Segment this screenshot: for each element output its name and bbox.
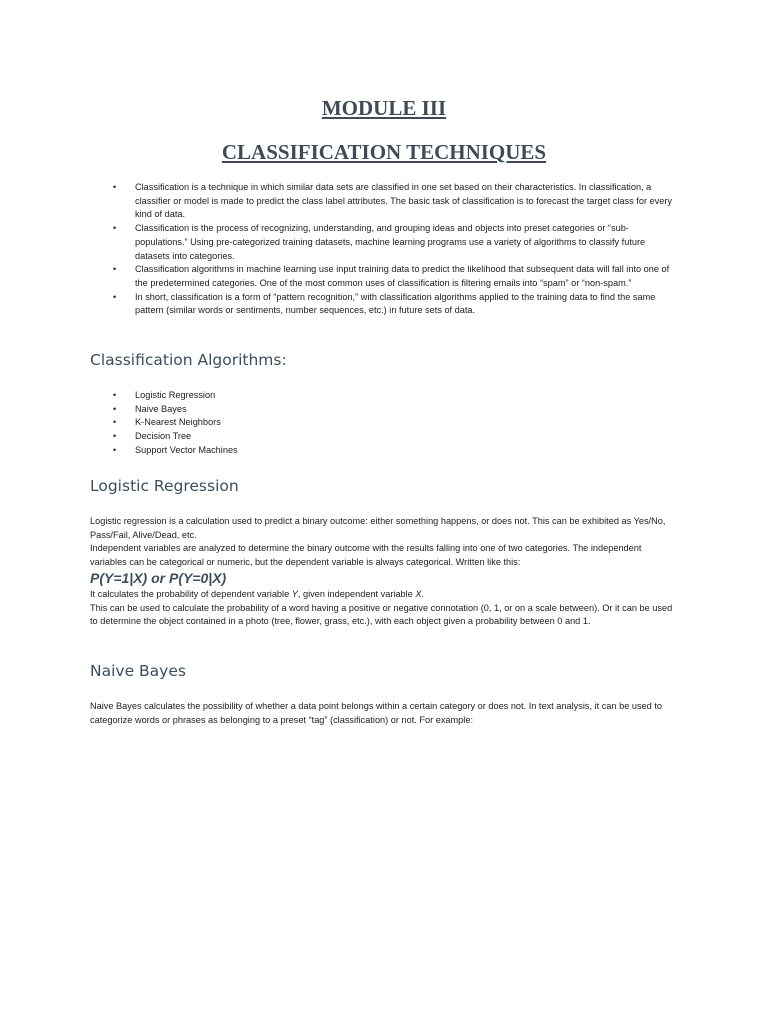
- logistic-regression-explanation: [90, 588, 680, 629]
- algorithms-heading: Classification Algorithms:: [90, 351, 287, 369]
- intro-bullet: • Classification algorithms in machine learning use input training data to predict the likelihood that subsequent data will fall into one of the predetermined categories. One of the most common uses of classification is filtering emails into “spam” or “non-spam.”: [90, 263, 680, 290]
- algorithm-item: • K-Nearest Neighbors: [90, 416, 680, 430]
- intro-bullet: • Classification is a technique in which similar data sets are classified in one set based on their characteristics. In classification, a classifier or model is made to predict the class label attributes. The basic task of classification is to forecast the target class for every kind of data.: [90, 181, 680, 222]
- logistic-regression-body: [90, 515, 680, 570]
- algorithm-item: • Logistic Regression: [90, 389, 680, 403]
- topic-title: CLASSIFICATION TECHNIQUES: [221, 140, 547, 164]
- intro-bullet-list: [90, 181, 680, 318]
- intro-bullet: • In short, classification is a form of “pattern recognition,” with classification algorithms applied to the training data to find the same pattern (similar words or sentiments, number sequences, etc.) in future sets of data.: [90, 291, 680, 318]
- variable-x: X: [415, 589, 422, 599]
- logistic-regression-paragraph: This can be used to calculate the probability of a word having a positive or negative connotation (0, 1, or on a scale between). Or it can be used to determine the object contained in a photo (tree, flower, grass, etc.), with each object given a probability between 0 and 1.: [90, 602, 673, 627]
- text-span: , given independent variable: [297, 589, 416, 599]
- text-span: .: [421, 589, 425, 599]
- intro-bullet: • Classification is the process of recognizing, understanding, and grouping ideas and objects into preset categories or “sub-populations.” Using pre-categorized training datasets, machine learning programs use a variety of algorithms to classify future datasets into categories.: [90, 222, 680, 263]
- probability-sentence: [90, 588, 680, 602]
- text-span: It calculates the probability of dependent variable: [90, 589, 292, 599]
- probability-formula: P(Y=1|X) or P(Y=0|X): [90, 570, 227, 586]
- logistic-regression-heading: Logistic Regression: [90, 477, 239, 495]
- logistic-regression-paragraph: Logistic regression is a calculation used to predict a binary outcome: either something happens, or does not. This can be exhibited as Yes/No, Pass/Fail, Alive/Dead, etc.: [90, 516, 666, 540]
- algorithm-item: • Naive Bayes: [90, 403, 680, 417]
- naive-bayes-heading: Naive Bayes: [90, 662, 186, 680]
- algorithm-item: • Support Vector Machines: [90, 444, 680, 458]
- variable-y: Y: [291, 589, 298, 599]
- naive-bayes-paragraph: Naive Bayes calculates the possibility of whether a data point belongs within a certain category or does not. In text analysis, it can be used to categorize words or phrases as belonging to a preset “tag” (classification) or not. For example:: [90, 701, 662, 725]
- algorithm-item: • Decision Tree: [90, 430, 680, 444]
- module-title: MODULE III: [321, 96, 447, 120]
- algorithms-list: [90, 389, 680, 458]
- logistic-regression-paragraph: Independent variables are analyzed to determine the binary outcome with the results falling into one of two categories. The independent variables can be categorical or numeric, but the dependent variable is always categorical. Written like this:: [90, 543, 642, 568]
